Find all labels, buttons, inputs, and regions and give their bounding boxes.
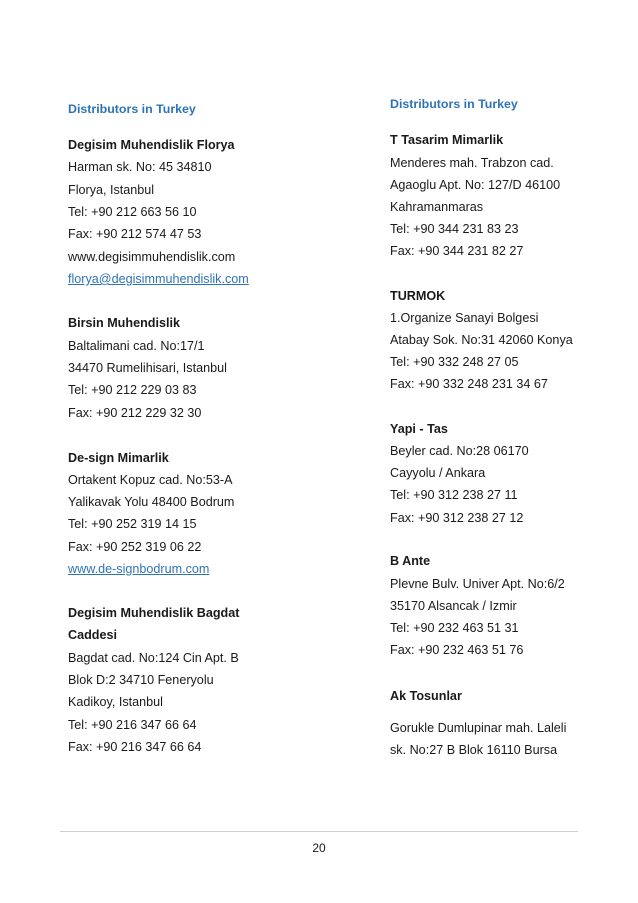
- distributor-name: Degisim Muhendislik Bagdat: [68, 606, 240, 620]
- phone-line: Tel: +90 212 229 03 83: [68, 383, 197, 397]
- website-line: www.degisimmuhendislik.com: [68, 250, 236, 264]
- address-line: Florya, Istanbul: [68, 183, 155, 197]
- address-line: Menderes mah. Trabzon cad.: [390, 156, 554, 170]
- address-line: Harman sk. No: 45 34810: [68, 160, 212, 174]
- distributor-name: Birsin Muhendislik: [68, 316, 180, 330]
- fax-line: Fax: +90 344 231 82 27: [390, 244, 524, 258]
- address-line: Gorukle Dumlupinar mah. Laleli: [390, 721, 567, 735]
- fax-line: Fax: +90 332 248 231 34 67: [390, 377, 548, 391]
- address-line: Yalikavak Yolu 48400 Bodrum: [68, 495, 235, 509]
- phone-line: Tel: +90 312 238 27 11: [390, 488, 518, 502]
- address-line: Kadikoy, Istanbul: [68, 695, 163, 709]
- address-line: Blok D:2 34710 Feneryolu: [68, 673, 214, 687]
- phone-line: Tel: +90 216 347 66 64: [68, 718, 197, 732]
- distributor-name: T Tasarim Mimarlik: [390, 133, 504, 147]
- address-line: Cayyolu / Ankara: [390, 466, 486, 480]
- fax-line: Fax: +90 212 229 32 30: [68, 406, 202, 420]
- distributor-name: De-sign Mimarlik: [68, 451, 169, 465]
- address-line: Ortakent Kopuz cad. No:53-A: [68, 473, 233, 487]
- phone-line: Tel: +90 344 231 83 23: [390, 222, 519, 236]
- phone-line: Tel: +90 232 463 51 31: [390, 621, 519, 635]
- fax-line: Fax: +90 216 347 66 64: [68, 740, 202, 754]
- distributor-name: B Ante: [390, 554, 431, 568]
- distributor-name: Degisim Muhendislik Florya: [68, 138, 235, 152]
- address-line: Beyler cad. No:28 06170: [390, 444, 529, 458]
- distributor-name: Yapi - Tas: [390, 422, 448, 436]
- fax-line: Fax: +90 212 574 47 53: [68, 227, 202, 241]
- phone-line: Tel: +90 332 248 27 05: [390, 355, 519, 369]
- address-line: Kahramanmaras: [390, 200, 484, 214]
- fax-line: Fax: +90 312 238 27 12: [390, 511, 524, 525]
- address-line: 1.Organize Sanayi Bolgesi: [390, 311, 539, 325]
- fax-line: Fax: +90 232 463 51 76: [390, 643, 524, 657]
- distributor-name: Ak Tosunlar: [390, 689, 462, 703]
- email-link[interactable]: florya@degisimmuhendislik.com: [68, 272, 249, 286]
- distributor-name: TURMOK: [390, 289, 446, 303]
- address-line: Baltalimani cad. No:17/1: [68, 339, 205, 353]
- phone-line: Tel: +90 212 663 56 10: [68, 205, 197, 219]
- page-number: 20: [312, 841, 326, 855]
- address-line: Atabay Sok. No:31 42060 Konya: [390, 333, 573, 347]
- address-line: sk. No:27 B Blok 16110 Bursa: [390, 743, 558, 757]
- left-heading: Distributors in Turkey: [68, 102, 196, 116]
- address-line: 34470 Rumelihisari, Istanbul: [68, 361, 227, 375]
- footer-divider: [60, 831, 578, 832]
- right-heading: Distributors in Turkey: [390, 97, 518, 111]
- address-line: 35170 Alsancak / Izmir: [390, 599, 517, 613]
- website-link[interactable]: www.de-signbodrum.com: [68, 562, 210, 576]
- address-line: Bagdat cad. No:124 Cin Apt. B: [68, 651, 239, 665]
- distributor-name-continued: Caddesi: [68, 628, 117, 642]
- phone-line: Tel: +90 252 319 14 15: [68, 517, 197, 531]
- address-line: Plevne Bulv. Univer Apt. No:6/2: [390, 577, 565, 591]
- address-line: Agaoglu Apt. No: 127/D 46100: [390, 178, 561, 192]
- fax-line: Fax: +90 252 319 06 22: [68, 540, 202, 554]
